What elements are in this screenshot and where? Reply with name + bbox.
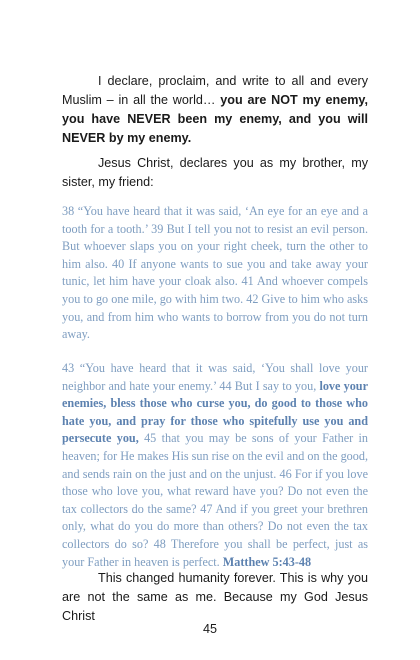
quote-text-part-2: 45 that you may be sons of your Father in heaven; for He makes His sun rise on the evil and on the good, and sends rain on the just and on the unjust. 46 For if you love those who love you, what reward have you? Do not even the tax collectors do the same? 47 And if you greet your brethren only, what do you do more than others? Do not even the tax collectors do so? 48 Therefore you shall be perfect, just as your Father in heaven is perfect.	[62, 431, 369, 569]
quote-emphasis-text: love your enemies, bless those who curse you, do good to those who hate you, and pray for those who spitefully use you and persecute you,	[62, 378, 368, 446]
scripture-reference: Matthew 5:43-48	[222, 554, 312, 569]
quote-text-part-1: 43 “You have heard that it was said, ‘You shall love your neighbor and hate your enemy.’ 44 But I say to you,	[62, 361, 368, 393]
scripture-quote-matthew-5-43	[62, 360, 368, 571]
declaration-bold-text: you are NOT my enemy, you have NEVER been my enemy, and you will NEVER by my enemy.	[62, 93, 368, 145]
closing-paragraph: This changed humanity forever. This is why you are not the same as me. Because my God Jesus Christ	[62, 571, 368, 623]
declaration-paragraph	[62, 72, 368, 148]
declaration-text: I declare, proclaim, and write to all and every Muslim – in all the world…	[62, 74, 368, 107]
brother-paragraph: Jesus Christ, declares you as my brother, my sister, my friend:	[62, 156, 368, 189]
page-number: 45	[202, 622, 217, 636]
scripture-quote-matthew-5-38: 38 “You have heard that it was said, ‘An eye for an eye and a tooth for a tooth.’ 39 But I tell you not to resist an evil person. But whoever slaps you on your right cheek, turn the other to him also. 40 If anyone wants to sue you and take away your tunic, let him have your cloak also. 41 And whoever compels you to go one mile, go with him two. 42 Give to him who asks you, and from him who wants to borrow from you do not turn away.	[62, 204, 368, 342]
